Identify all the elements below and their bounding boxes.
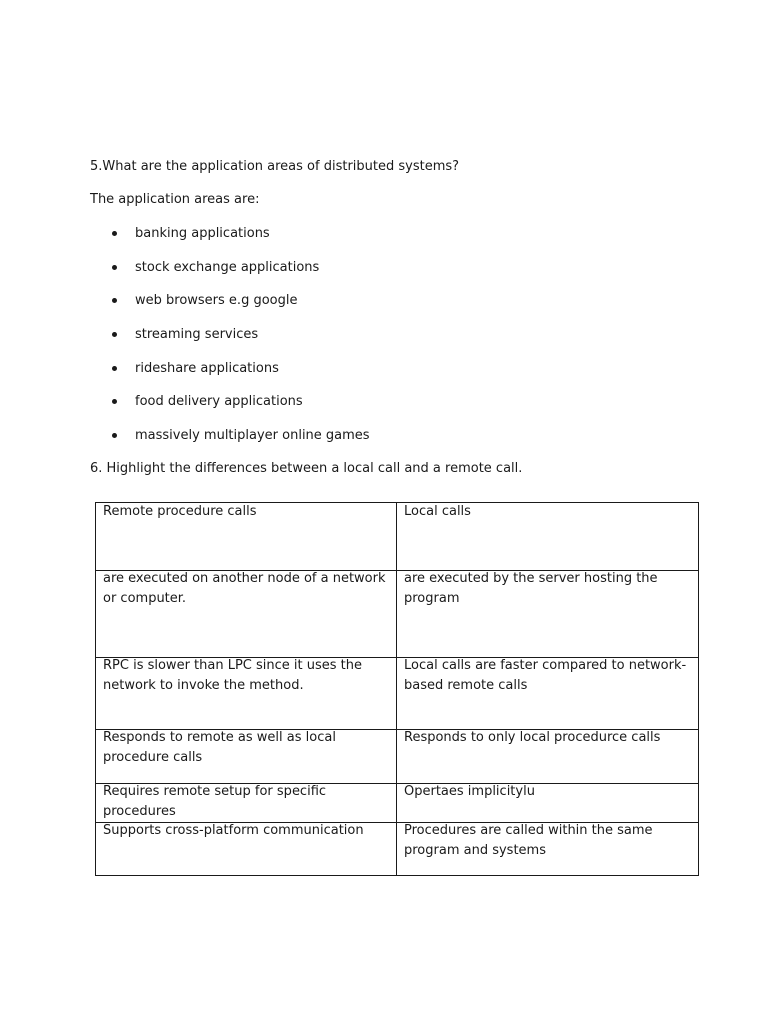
table-cell: [397, 658, 699, 730]
table-cell: [397, 784, 699, 823]
bullet-icon: [112, 298, 117, 303]
list-item-text: food delivery applications: [135, 394, 303, 410]
cell-text: RPC is slower than LPC since it uses the network to invoke the method.: [103, 658, 363, 693]
table-row: [96, 730, 699, 784]
table-row: [96, 823, 699, 876]
header-local-calls: Local calls: [404, 504, 471, 519]
bullet-icon: [112, 399, 117, 404]
table-cell: [96, 730, 397, 784]
table-cell: [96, 823, 397, 876]
cell-text: are executed on another node of a network or computer.: [103, 571, 386, 606]
list-item-text: massively multiplayer online games: [135, 428, 370, 444]
table-header-cell: [96, 503, 397, 571]
table-header-row: [96, 503, 699, 571]
bullet-icon: [112, 231, 117, 236]
cell-text: Opertaes implicitylu: [404, 784, 535, 799]
list-item-text: stock exchange applications: [135, 259, 320, 275]
list-item-text: web browsers e.g google: [135, 293, 298, 309]
bullet-icon: [112, 265, 117, 270]
cell-text: Supports cross-platform communication: [103, 823, 364, 838]
table-cell: [397, 823, 699, 876]
cell-text: Procedures are called within the same program and systems: [404, 823, 653, 858]
table-cell: [397, 571, 699, 658]
table-row: [96, 571, 699, 658]
list-item-text: rideshare applications: [135, 360, 279, 376]
table-cell: [397, 730, 699, 784]
application-areas-intro: The application areas are:: [90, 192, 260, 207]
bullet-icon: [112, 433, 117, 438]
table-cell: [96, 784, 397, 823]
table-cell: [96, 571, 397, 658]
comparison-table: [95, 502, 699, 876]
cell-text: Responds to remote as well as local procedure calls: [103, 730, 336, 765]
question-5-heading: 5.What are the application areas of distributed systems?: [90, 159, 460, 174]
cell-text: Local calls are faster compared to network-based remote calls: [404, 658, 687, 693]
table-row: [96, 658, 699, 730]
bullet-icon: [112, 366, 117, 371]
table-row: [96, 784, 699, 823]
question-6-heading: 6. Highlight the differences between a local call and a remote call.: [90, 461, 523, 476]
bullet-icon: [112, 332, 117, 337]
table-cell: [96, 658, 397, 730]
list-item-text: banking applications: [135, 226, 270, 241]
cell-text: Responds to only local procedurce calls: [404, 730, 661, 745]
cell-text: Requires remote setup for specific procedures: [103, 784, 327, 819]
header-remote-procedure-calls: Remote procedure calls: [103, 504, 257, 519]
cell-text: are executed by the server hosting the program: [404, 571, 658, 606]
table-header-cell: [397, 503, 699, 571]
list-item-text: streaming services: [135, 327, 259, 343]
